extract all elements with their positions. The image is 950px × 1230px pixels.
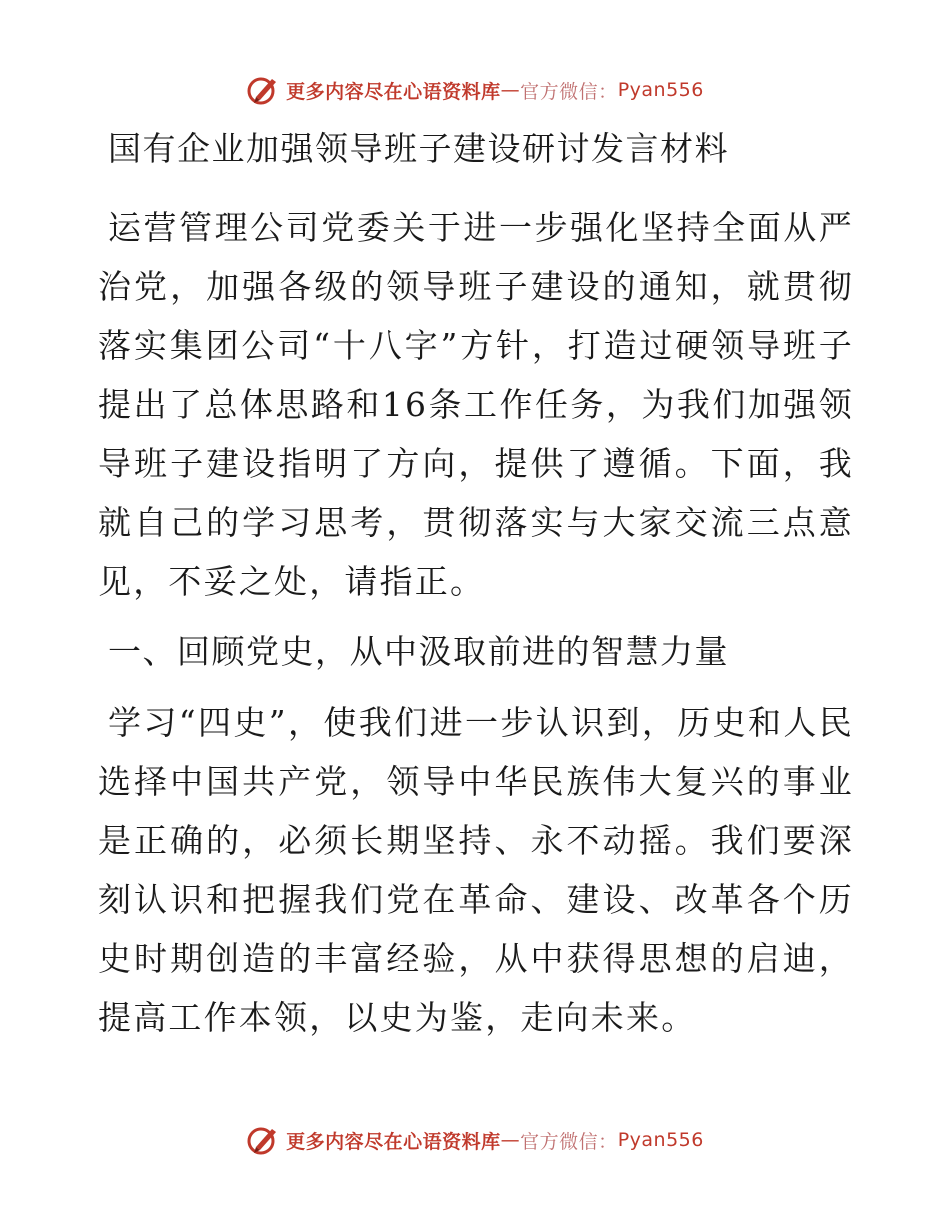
pen-logo-icon	[246, 1123, 280, 1157]
watermark-dash: —	[500, 79, 521, 101]
watermark-wechat-id: Pyan556	[617, 79, 704, 101]
watermark-footer	[0, 1120, 950, 1160]
intro-paragraph: 运营管理公司党委关于进一步强化坚持全面从严治党，加强各级的领导班子建设的通知，就贯彻落实集团公司“十八字”方针，打造过硬领导班子提出了总体思路和16条工作任务，为我们加强领导班子建设指明了方向，提供了遵循。下面，我就自己的学习思考，贯彻落实与大家交流三点意见，不妥之处，请指正。	[98, 208, 854, 601]
document-body	[98, 118, 854, 1057]
document-title: 国有企业加强领导班子建设研讨发言材料	[108, 129, 729, 168]
watermark-dash: —	[500, 1129, 521, 1151]
watermark-label: 官方微信：	[520, 1130, 618, 1153]
section-1-paragraph: 学习“四史”，使我们进一步认识到，历史和人民选择中国共产党，领导中华民族伟大复兴的事业是正确的，必须长期坚持、永不动摇。我们要深刻认识和把握我们党在革命、建设、改革各个历史时期创造的丰富经验，从中获得思想的启迪，提高工作本领，以史为鉴，走向未来。	[98, 703, 854, 1037]
watermark-wechat-id: Pyan556	[617, 1129, 704, 1151]
watermark-label: 官方微信：	[520, 80, 618, 103]
pen-logo-icon	[246, 73, 280, 107]
watermark-header	[0, 70, 950, 110]
watermark-text: 更多内容尽在心语资料库	[286, 80, 501, 103]
watermark-text: 更多内容尽在心语资料库	[286, 1130, 501, 1153]
section-1-heading: 一、回顾党史，从中汲取前进的智慧力量	[108, 632, 729, 671]
